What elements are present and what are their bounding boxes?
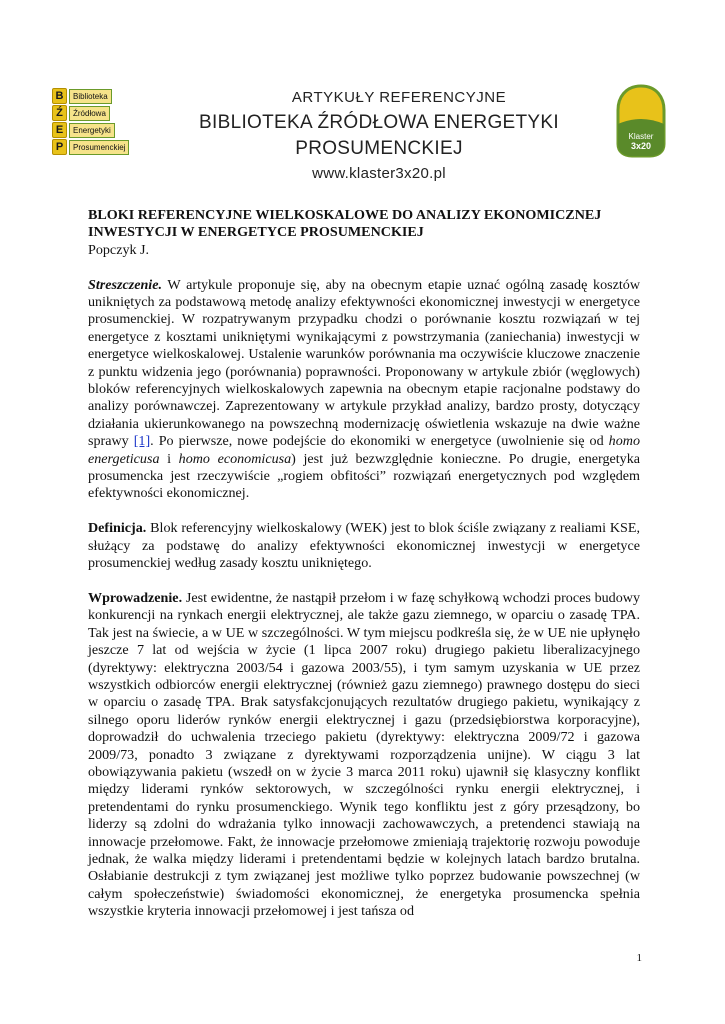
article-author: Popczyk J. [88, 241, 150, 258]
abstract-label: Streszczenie. [88, 276, 162, 293]
abstract-paragraph [88, 277, 640, 503]
definition-text: Blok referencyjny wielkoskalowy (WEK) jest to blok ściśle związany z realiami KSE, służący za podstawę do analizy efektywności ekonomicznej inwestycji w energetyce prosumenckiej według zasady kosztu unikniętego. [88, 520, 640, 572]
logo-letter: E [52, 122, 67, 138]
definition-paragraph [88, 520, 640, 572]
klaster-logo-line2: 3x20 [630, 141, 652, 151]
abstract-text: ) jest już bezwzględnie konieczne. Po drugie, energetyka prosumencka jest rzeczywiście „rogiem obfitości” rozwiązań energetycznych pod względem efektywności ekonomicznej. [88, 450, 641, 502]
logo-label: Źródłowa [69, 106, 110, 121]
article-title: BLOKI REFERENCYJNE WIELKOSKALOWE DO ANALIZY EKONOMICZNEJ INWESTYCJI W ENERGETYCE PROSUMENCKIEJ [88, 207, 602, 241]
logo-row [52, 122, 136, 138]
introduction-text: Jest ewidentne, że nastąpił przełom i w fazę schyłkową wchodzi proces budowy konkurencji na rynkach energii elektrycznej, ale także gazu ziemnego, w oparciu o zasadę TPA. Tak jest na świecie, a w UE w szczególności. W tym miejscu podkreśla się, że w UE nie upłynęło jeszcze 7 lat od wejścia w życie (1 lipca 2007 roku) drugiego pakietu liberalizacyjnego (dyrektywy: elektryczna 2003/54 i gazowa 2003/55), i tym samym uzyskania w UE przez wszystkich odbiorców energii elektrycznej (również gazu ziemnego) prawnego dostępu do sieci w oparciu o zasadę TPA. Brak satysfakcjonujących rezultatów drugiego pakietu, wynikający z silnego oporu liderów rynków energii elektrycznej i gazu (przedsiębiorstwa korporacyjne), doprowadził do uchwalenia trzeciego pakietu (dyrektywy: elektryczna 2009/72 i gazowa 2009/73, ponadto 3 związane z dyrektywami rozporządzenia unijne). W ciągu 3 lat obowiązywania pakietu (wszedł on w życie 3 marca 2011 roku) ujawnił się klasyczny konflikt między liderami rynków sektorowych, w szczególności rynku energii elektrycznej, i pretendentami do rynku prosumenckiego. Wynik tego konfliktu jest z góry przesądzony, bo liderzy są zdolni do wdrażania tylko innowacji zachowawczych, a pretendenci stawiają na innowacje przełomowe. Fakt, że innowacje przełomowe zmieniają trajektorię rozwoju powoduje jednak, że walka między liderami i pretendentami będzie w kolejnych latach bardzo brutalna. Osłabianie destrukcji z tym związanej jest możliwe tylko poprzez budowanie powszechnej (w całym społeczeństwie) świadomości ekonomicznej, że energetyka prosumencka spełnia wszystkie kryteria innowacji przełomowej i jest tańsza od [88, 589, 640, 920]
logo-letter: Ź [52, 105, 67, 121]
page-number: 1 [636, 952, 642, 964]
abstract-text: i [159, 450, 179, 467]
reference-link[interactable]: [1] [133, 433, 151, 450]
header-subtitle: ARTYKUŁY REFERENCYJNE [291, 89, 507, 106]
biblioteka-logo [52, 88, 136, 154]
logo-row [52, 139, 136, 155]
logo-row [52, 88, 136, 104]
logo-row [52, 105, 136, 121]
header-banner [148, 88, 610, 184]
abstract-emphasis: homo economicusa [178, 450, 292, 467]
header-title: BIBLIOTEKA ŹRÓDŁOWA ENERGETYKI PROSUMENCKIEJ [199, 112, 559, 159]
introduction-label: Wprowadzenie. [88, 589, 183, 606]
article-body [88, 207, 640, 921]
header-website[interactable]: www.klaster3x20.pl [312, 165, 446, 182]
logo-letter: B [52, 88, 67, 104]
logo-label: Energetyki [69, 123, 115, 138]
logo-label: Biblioteka [69, 89, 112, 104]
logo-letter: P [52, 139, 67, 155]
klaster-logo-line1: Klaster [628, 132, 654, 141]
abstract-emphasis: homo energeticusa [88, 433, 640, 467]
abstract-text: . Po pierwsze, nowe podejście do ekonomiki w energetyce (uwolnienie się od [150, 433, 609, 450]
definition-label: Definicja. [88, 520, 147, 537]
abstract-text: W artykule proponuje się, aby na obecnym etapie uznać ogólną zasadę kosztów unikniętych za podstawową metodę analizy efektywności ekonomicznej inwestycji w energetyce prosumenckiej. W rozpatrywanym przypadku chodzi o porównanie kosztu rozwiązań w tej energetyce z kosztami unikniętymi wynikającymi z powstrzymania (zaniechania) inwestycji w energetyce wielkoskalowej. Ustalenie warunków porównania ma oczywiście kluczowe znaczenie z punktu widzenia jego (porównania) poprawności. Proponowany w artykule zbiór (węglowych) bloków referencyjnych wielkoskalowych zapewnia na obecnym etapie racjonalne podstawy do analizy porównawczej. Zaprezentowany w artykule przykład analizy, bardzo prosty, dotyczący działania ukierunkowanego na powszechną modernizację oświetlenia wskazuje na dwie ważne sprawy [88, 276, 640, 450]
logo-label: Prosumenckiej [69, 140, 129, 155]
introduction-paragraph [88, 590, 640, 921]
klaster-logo [616, 84, 666, 158]
